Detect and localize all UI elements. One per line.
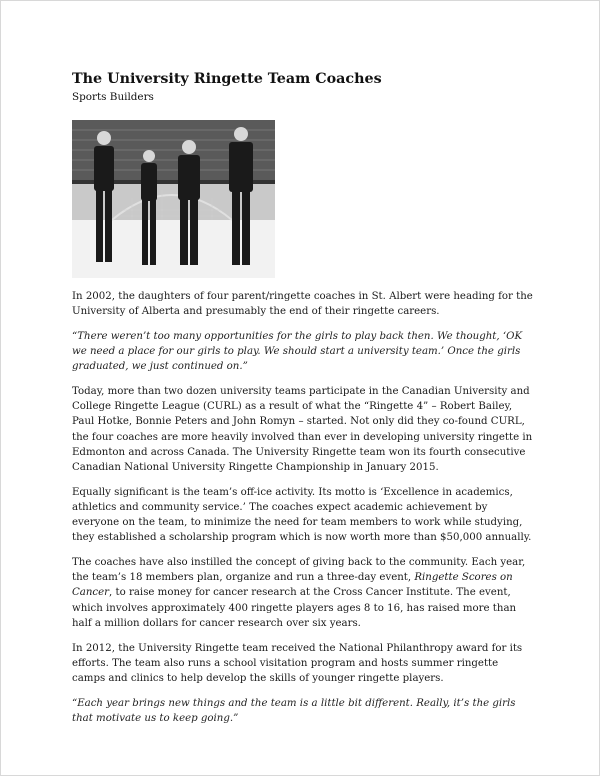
event-name: Ringette Scores on Cancer [72,572,513,599]
body-paragraph [72,555,534,631]
body-paragraph [72,485,534,546]
paragraph-text: “There weren’t too many opportunities for the girls to play back then. We thought, ‘OK we need a place for our girls to play. We should start a university team.’ Once the girls graduated, we just continued on.” [72,330,523,373]
body-paragraph [72,384,534,475]
quote-paragraph [72,696,534,726]
paragraph-text: Today, more than two dozen university teams participate in the Canadian University and College Ringette League (CURL) as a result of what the “Ringette 4” – Robert Bailey, Paul Hotke, Bonnie Peters and John Romyn – started. Not only did they co-found CURL, the four coaches are more heavily involved than ever in developing university ringette in Edmonton and across Canada. The University Ringette team won its fourth consecutive Canadian National University Ringette Championship in January 2015. [72,386,533,474]
paragraph-text: “Each year brings new things and the team is a little bit different. Really, it’s the girls that motivate us to keep going.” [72,697,516,724]
paragraph-text: Equally significant is the team’s off-ice activity. Its motto is ‘Excellence in academics, athletics and community service.’ The coaches expect academic achievement by everyone on the team, to minimize the need for team members to work while studying, they established a scholarship program which is now worth more than $50,000 annually. [72,486,532,544]
article-body [72,289,534,736]
article-subtitle: Sports Builders [72,91,154,103]
quote-paragraph [72,329,534,375]
paragraph-text: In 2012, the University Ringette team received the National Philanthropy award for its efforts. The team also runs a school visitation program and hosts summer ringette camps and clinics to help develop the skills of younger ringette players. [72,642,523,684]
body-paragraph [72,641,534,687]
article-title: The University Ringette Team Coaches [72,71,382,87]
paragraph-text: In 2002, the daughters of four parent/ringette coaches in St. Albert were heading for the University of Alberta and presumably the end of their ringette careers. [72,291,533,318]
paragraph-text: The coaches have also instilled the concept of giving back to the community. Each year, the team’s 18 members plan, organize and run a three-day event, [72,557,526,584]
paragraph-text: , to raise money for cancer research at the Cross Cancer Institute. The event, which involves approximately 400 ringette players ages 8 to 16, has raised more than half a million dollars for cancer research over six years. [72,587,517,629]
coaches-group-photo [72,120,275,278]
body-paragraph [72,289,534,319]
photo-illustration [72,120,275,278]
